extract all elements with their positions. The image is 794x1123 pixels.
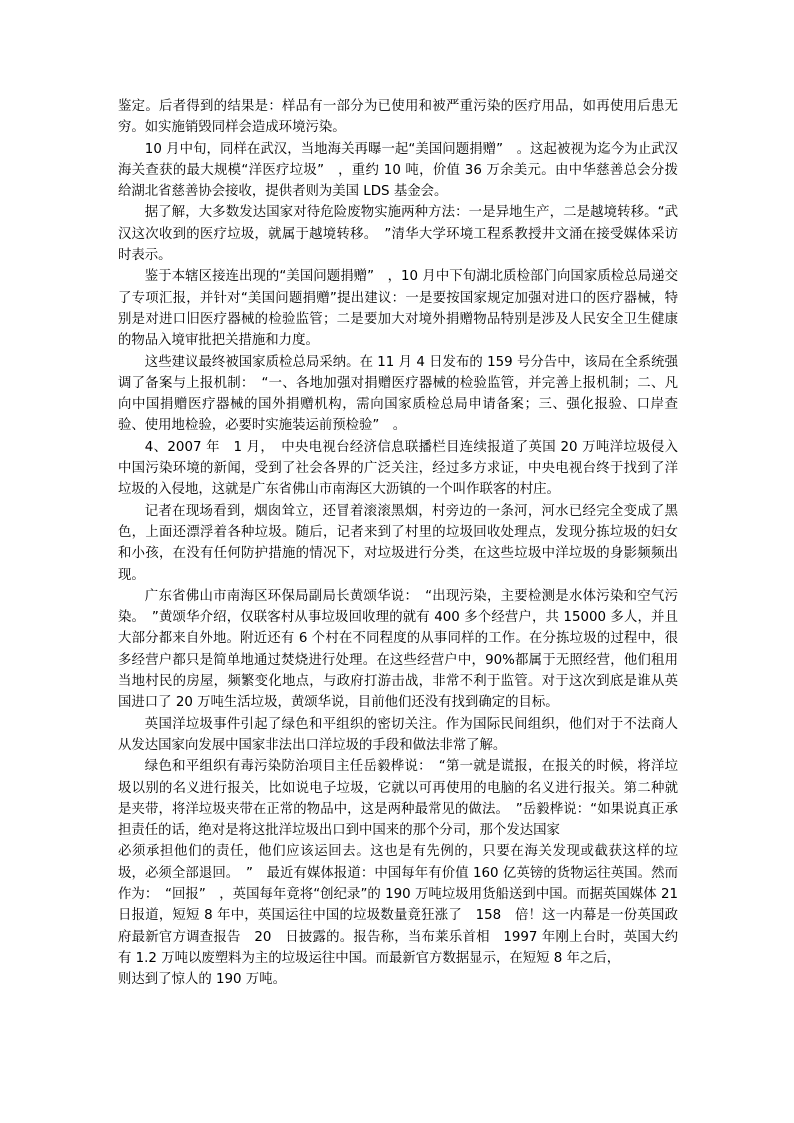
paragraph-7: 记者在现场看到，烟囱耸立，还冒着滚滚黑烟，村旁边的一条河，河水已经完全变成了黑色，上面还漂浮着各种垃圾。随后，记者来到了村里的垃圾回收处理点，发现分拣垃圾的妇女和小孩，在没有任何防护措施的情况下，对垃圾进行分类，在这些垃圾中洋垃圾的身影频频出现。 [118, 503, 678, 583]
paragraph-6: 4、2007 年 1 月， 中央电视台经济信息联播栏目连续报道了英国 20 万吨洋垃圾侵入中国污染环境的新闻，受到了社会各界的广泛关注，经过多方求证，中央电视台终于找到了洋垃圾的入侵地，这就是广东省佛山市南海区大沥镇的一个叫作联客的村庄。 [118, 439, 678, 498]
paragraph-3: 据了解，大多数发达国家对待危险废物实施两种方法：一是异地生产，二是越境转移。“武汉这次收到的医疗垃圾，就属于越境转移。 ”清华大学环境工程系教授井文涌在接受媒体采访时表示。 [118, 205, 678, 264]
paragraph-1: 鉴定。后者得到的结果是：样品有一部分为已使用和被严重污染的医疗用品，如再使用后患无穷。如实施销毁同样会造成环境污染。 [118, 99, 678, 136]
document-body [118, 96, 678, 990]
paragraph-8: 广东省佛山市南海区环保局副局长黄颂华说： “出现污染，主要检测是水体污染和空气污染。 ”黄颂华介绍，仅联客村从事垃圾回收理的就有 400 多个经营户，共 15000 多人，并且大部分都来自外地。附近还有 6 个村在不同程度的从事同样的工作。在分拣垃圾的过程中，很多经营户都只是简单地通过焚烧进行处理。在这些经营户中，90%都属于无照经营，他们租用当地村民的房屋，频繁变化地点，与政府打游击战，非常不利于监管。对于这次到底是谁从英国进口了 20 万吨生活垃圾，黄颂华说，目前他们还没有找到确定的目标。 [118, 588, 678, 711]
paragraph-4: 鉴于本辖区接连出现的“美国问题捐赠” ，10 月中下旬湖北质检部门向国家质检总局递交了专项汇报，并针对“美国问题捐赠”提出建议：一是要按国家规定加强对进口的医疗器械，特别是对进口旧医疗器械的检验监管；二是要加大对境外捐赠物品特别是涉及人民安全卫生健康的物品入境审批把关措施和力度。 [118, 269, 678, 349]
paragraph-10: 绿色和平组织有毒污染防治项目主任岳毅桦说： “第一就是谎报，在报关的时候，将洋垃圾以别的名义进行报关，比如说电子垃圾，它就以可再使用的电脑的名义进行报关。第二种就是夹带，将洋垃圾夹带在正常的物品中，这是两种最常见的做法。 ”岳毅桦说：“如果说真正承担责任的话，绝对是将这批洋垃圾出口到中国来的那个分司，那个发达国家 [118, 759, 678, 839]
paragraph-5: 这些建议最终被国家质检总局采纳。在 11 月 4 日发布的 159 号分告中，该局在全系统强调了备案与上报机制： “一、各地加强对捐赠医疗器械的检验监管，并完善上报机制；二、凡向中国捐赠医疗器械的国外捐赠机构，需向国家质检总局申请备案；三、强化报验、口岸查验、使用地检验，必要时实施装运前预检验” 。 [118, 354, 678, 434]
paragraph-11: 必须承担他们的责任，他们应该运回去。这也是有先例的，只要在海关发现或截获这样的垃圾，必须全部退回。 ” 最近有媒体报道：中国每年有价值 160 亿英镑的货物运往英国。然而作为： “回报” ，英国每年竟将“创纪录”的 190 万吨垃圾用货船送到中国。而据英国媒体 21 日报道，短短 8 年中，英国运往中国的垃圾数量竟狂涨了 158 倍！这一内幕是一份英国政府最新官方调查报告 20 日披露的。报告称，当布莱乐首相 1997 年刚上台时，英国大约有 1.2 万吨以废塑料为主的垃圾运往中国。而最新官方数据显示，在短短 8 年之后， [118, 844, 678, 966]
paragraph-9: 英国洋垃圾事件引起了绿色和平组织的密切关注。作为国际民间组织，他们对于不法商人从发达国家向发展中国家非法出口洋垃圾的手段和做法非常了解。 [118, 716, 678, 753]
paragraph-2: 10 月中旬，同样在武汉，当地海关再曝一起“美国问题捐赠” 。这起被视为迄今为止武汉海关查获的最大规模“洋医疗垃圾” ，重约 10 吨，价值 36 万余美元。由中华慈善总会分拨给湖北省慈善协会接收，提供者则为美国 LDS 基金会。 [118, 141, 678, 200]
paragraph-12: 则达到了惊人的 190 万吨。 [118, 972, 286, 988]
